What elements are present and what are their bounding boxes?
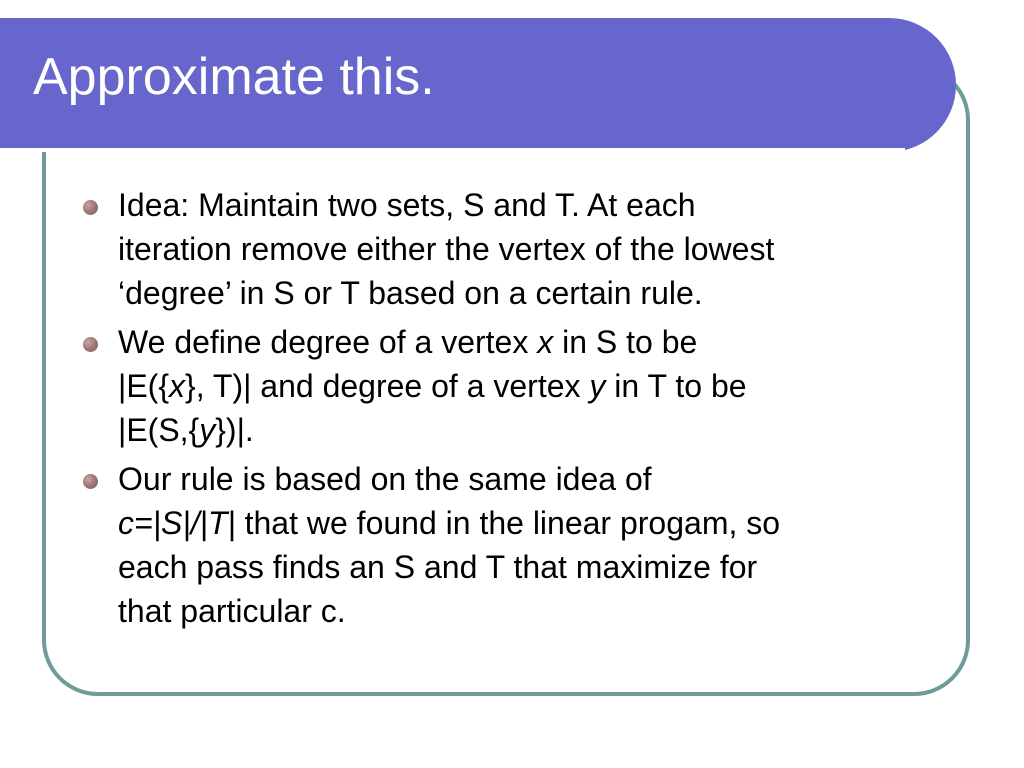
bullet-line: each pass finds an S and T that maximize for — [118, 549, 758, 585]
bullet-line — [118, 320, 960, 364]
text-run: |E(S,{ — [118, 412, 200, 448]
text-run: We define degree of a vertex — [118, 324, 538, 360]
bullet-item-rule — [80, 457, 960, 633]
text-run: in T to be — [605, 368, 747, 404]
bullet-dot-icon — [83, 337, 98, 352]
text-run: }, T)| and degree of a vertex — [185, 368, 590, 404]
text-run: |E({ — [118, 368, 169, 404]
text-run: that we found in the linear progam, so — [235, 505, 781, 541]
title-underline — [0, 148, 905, 152]
bullet-dot-icon — [83, 200, 98, 215]
text-run: })|. — [215, 412, 254, 448]
bullet-line: Our rule is based on the same idea of — [118, 461, 652, 497]
bullet-line: Idea: Maintain two sets, S and T. At each — [118, 187, 696, 223]
bullet-line: that particular c. — [118, 593, 346, 629]
bullet-item-idea — [80, 183, 960, 315]
slide-title: Approximate this. — [33, 48, 435, 106]
math-formula: c=|S|/|T| — [118, 505, 236, 541]
bullet-list — [80, 183, 960, 638]
math-variable: x — [537, 324, 554, 360]
bullet-line: ‘degree’ in S or T based on a certain rule. — [118, 275, 703, 311]
bullet-line — [118, 501, 960, 545]
text-run: in S to be — [553, 324, 698, 360]
bullet-item-degree-definition — [80, 320, 960, 452]
bullet-line: iteration remove either the vertex of the lowest — [118, 231, 775, 267]
math-variable: x — [169, 368, 185, 404]
bullet-dot-icon — [83, 474, 98, 489]
bullet-line — [118, 408, 960, 452]
math-variable: y — [589, 368, 606, 404]
bullet-line — [118, 364, 960, 408]
math-variable: y — [199, 412, 216, 448]
